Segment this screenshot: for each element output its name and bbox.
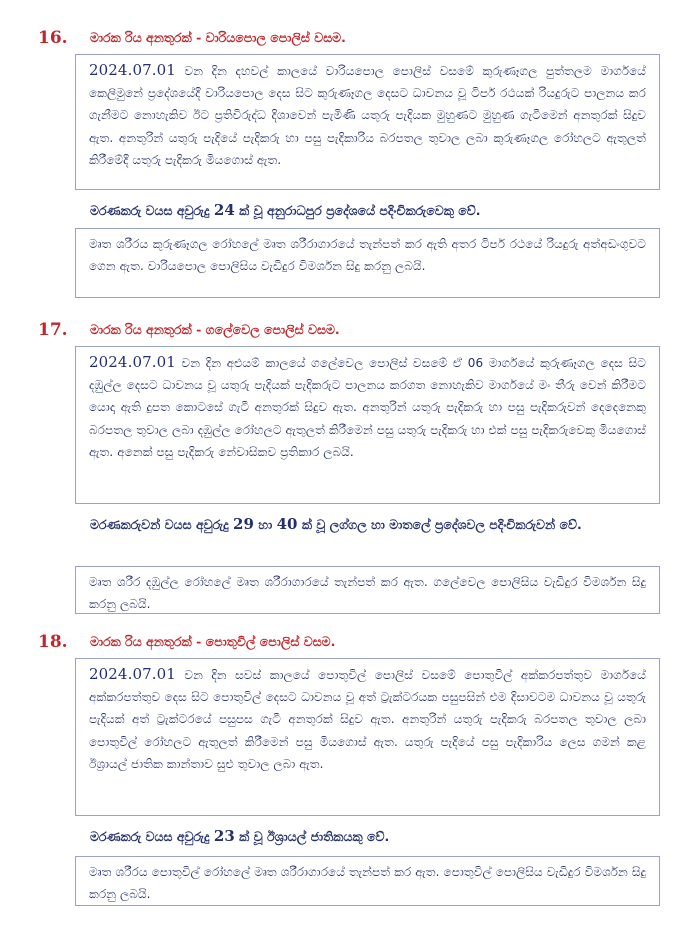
investigation-note-box <box>75 566 660 614</box>
section-header <box>0 26 700 50</box>
incident-section-16 <box>0 26 700 50</box>
victim-age: 23 <box>213 827 235 845</box>
victim-age: 24 <box>213 201 235 219</box>
incident-description <box>89 59 646 171</box>
victim-info <box>90 512 655 537</box>
incident-description-box <box>75 346 660 504</box>
incident-section-18 <box>0 630 700 654</box>
section-title: මාරක රිය අනතුරක් - පොතුවිල් පොලිස් වසම. <box>90 634 336 649</box>
incident-description-box <box>75 658 660 816</box>
victim-text-pre: මරණකරු වයස අවුරුදු <box>90 829 210 844</box>
incident-text: වන දින අළුයම් කාලයේ ගලේවෙල පොලිස් වසමේ ඒ 06 මාර්ගයේ කුරුණෑගල දෙස සිට දඹුල්ල දෙසට ධාවනය වූ යතුරු පැදියක් පැදිකරුට පාලනය කරගත නොහැකිව මාර්ගයේ මං තීරු වෙන් කිරීමට යොදා ඇති දුපත කොටසේ ගැටී අනතුරක් සිදුව ඇත. අනතුරින් යතුරු පැදිකරු හා පසු පැදිකරුවන් දෙදෙනෙකු බරපතල තුවාල ලබා දඹුල්ල රෝහලට ඇතුලත් කිරීමෙන් පසු යතුරු පැදිකරු හා එක් පසු පැදිකරුවෙකු මියගොස් ඇත. අනෙක් පසු පැදිකරු නේවාසිකව ප්‍රතිකාර ලබයි. <box>89 356 646 459</box>
section-header <box>0 318 700 342</box>
investigation-note: මෘත ශරීර දඹුල්ල රෝහලේ මෘත ශරීරාගාරයේ තැන්පත් කර ඇත. ගලේවෙල පොලිසිය වැඩිදුර විමර්ශන සිදු කරනු ලබයි. <box>89 575 646 612</box>
victim-text-post: ක් වූ අනුරාධපුර ප්‍රදේශයේ පදිංචිකරුවෙකු වේ. <box>239 203 481 218</box>
incident-date: 2024.07.01 <box>89 665 176 683</box>
incident-date: 2024.07.01 <box>89 61 176 79</box>
victim-info <box>90 824 655 849</box>
incident-text: වන දින දහවල් කාලයේ වාරියපොල පොලිස් වසමේ කුරුණෑගල පුත්තලම මාර්ගයේ කෙලිමුනේ ප්‍රදේශයේදී වාරියපොල දෙස සිට කුරුණෑගල දෙසට ධාවනය වූ ටිපර් රථයක් රියදුරුට පාලනය කර ගැනීමට නොහැකිව ඊට ප්‍රතිවිරුද්ධ දිශාවෙන් පැමිණි යතුරු පැදියක මුහුණට මුහුණ ගැටීමෙන් අනතුරක් සිදුව ඇත. අනතුරින් යතුරු පැදියේ පැදිකරු හා පසු පැදිකාරිය බරපතල තුවාල ලබා කුරුණෑගල රෝහලට ඇතුලත් කිරීමේදී යතුරු පැදිකරු මියගොස් ඇත. <box>89 64 646 167</box>
investigation-note: මෘත ශරීරය පොතුවිල් රෝහලේ මෘත ශරීරාගාරයේ තැන්පත් කර ඇත. පොතුවිල් පොලිසිය වැඩිදුර විමර්ශන සිදු කරනු ලබයි. <box>89 865 646 902</box>
victim-age: 29 <box>233 515 254 533</box>
victim-text-post: ක් වූ ඊශ්‍රායල් ජාතිකයකු වේ. <box>239 829 390 844</box>
section-number: 16. <box>38 28 68 48</box>
victim-text-mid: හා <box>258 517 273 532</box>
victim-age-2: 40 <box>276 515 298 533</box>
incident-description <box>89 663 646 775</box>
section-number: 18. <box>38 632 68 652</box>
incident-date: 2024.07.01 <box>89 353 176 371</box>
investigation-note-box <box>75 228 660 298</box>
incident-description-box <box>75 54 660 190</box>
section-title: මාරක රිය අනතුරක් - වාරියපොල පොලිස් වසම. <box>90 30 346 45</box>
section-number: 17. <box>38 320 68 340</box>
section-title: මාරක රිය අනතුරක් - ගලේවෙල පොලිස් වසම. <box>90 322 340 337</box>
victim-text-post: ක් වූ ලග්ගල හා මාතලේ ප්‍රදේශවල පදිංචිකරුවන් වේ. <box>301 517 582 532</box>
investigation-note-box <box>75 856 660 906</box>
investigation-note: මෘත ශරීරය කුරුණෑගල රෝහලේ මෘත ශරීරාගාරයේ තැන්පත් කර ඇති අතර ටිපර් රථයේ රියදුරු අත්අඩංගුවට ගෙන ඇත. වාරියපොල පොලිසිය වැඩිදුර විමර්ශන සිදු කරනු ලබයි. <box>89 237 646 274</box>
victim-text-pre: මරණකරු වයස අවුරුදු <box>90 203 210 218</box>
incident-text: වන දින සවස් කාලයේ පොතුවිල් පොලිස් වසමේ පොතුවිල් අක්කරපත්තුව මාර්ගයේ අක්කරපත්තුව දෙස සිට පොතුවිල් දෙසට ධාවනය වූ අත් ට්‍රැක්ටරයක පසුපසින් එම දිසාවටම ධාවනය වූ යතුරු පැදියක් අත් ට්‍රැක්ටරයේ පසුපස ගැටී අනතුරක් සිදුව ඇත. අනතුරින් යතුරු පැදිකරු බරපතල තුවාල ලබා පොතුවිල් රෝහලට ඇතුලත් කිරීමෙන් පසු මියගොස් ඇත. යතුරු පැදියේ පසු පැදිකාරිය ලෙස ගමන් කළ ඊශ්‍රායල් ජාතික කාන්තාව සුළු තුවාල ලබා ඇත. <box>89 668 646 771</box>
incident-description <box>89 351 646 463</box>
section-header <box>0 630 700 654</box>
incident-section-17 <box>0 318 700 342</box>
victim-text-pre: මරණකරුවන් වයස අවුරුදු <box>90 517 229 532</box>
victim-info <box>90 198 655 223</box>
